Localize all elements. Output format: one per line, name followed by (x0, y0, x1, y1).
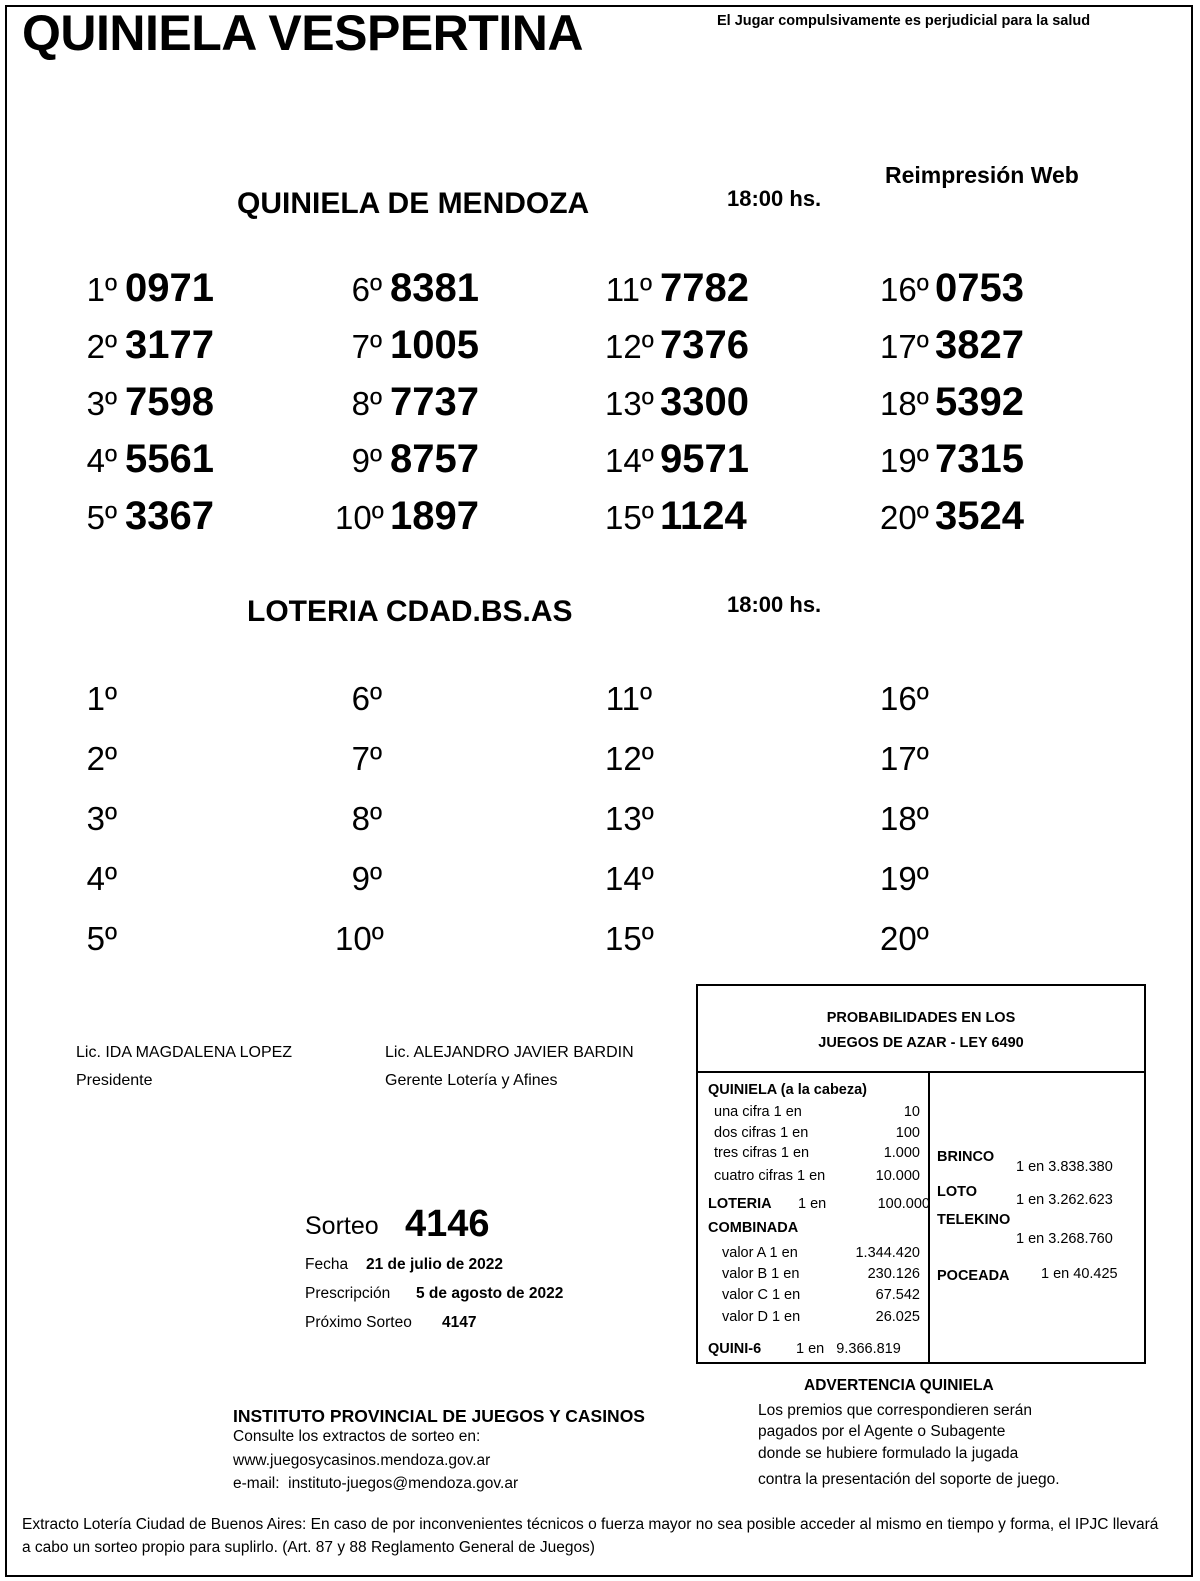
drawn-number: 1124 (660, 494, 747, 538)
position-label: 15º (605, 499, 654, 536)
institute-website[interactable]: www.juegosycasinos.mendoza.gov.ar (233, 1452, 491, 1469)
position-label: 4º (86, 442, 117, 479)
position-label: 19º (880, 860, 929, 897)
quini6-prob-label: QUINI-6 (708, 1341, 762, 1357)
position-label: 13º (605, 800, 654, 837)
draw-date: 21 de julio de 2022 (366, 1256, 503, 1273)
bsas-result-cell (880, 860, 935, 898)
drawn-number: 8381 (390, 266, 479, 310)
bsas-result-cell (880, 800, 935, 838)
bsas-result-cell (605, 860, 660, 898)
position-label: 20º (880, 920, 929, 957)
telekino-prob-value: 1 en 3.268.760 (1016, 1231, 1113, 1247)
advertencia-line: donde se hubiere formulado la jugada (758, 1445, 1019, 1462)
loteria-prob-en: 1 en (798, 1196, 827, 1212)
loteria-prob-label: LOTERIA (708, 1196, 772, 1212)
poceada-prob-value: 1 en 40.425 (1041, 1266, 1118, 1282)
combinada-prob-row-label: valor D 1 en (722, 1309, 801, 1325)
mendoza-result-cell (70, 437, 214, 482)
drawn-number: 7737 (390, 380, 479, 424)
combinada-prob-row-label: valor C 1 en (722, 1287, 801, 1303)
president-name: Lic. IDA MAGDALENA LOPEZ (76, 1044, 293, 1061)
mendoza-result-cell (880, 437, 1024, 482)
mendoza-result-cell (605, 494, 747, 539)
draw-label: Sorteo (305, 1212, 379, 1240)
poceada-prob-label: POCEADA (937, 1268, 1010, 1284)
bsas-result-cell (70, 800, 125, 838)
combinada-prob-row-value: 67.542 (875, 1287, 920, 1303)
quiniela-prob-row-label: dos cifras 1 en (714, 1125, 809, 1141)
drawn-number: 5392 (935, 380, 1024, 424)
position-label: 6º (351, 680, 382, 717)
advertencia-line: contra la presentación del soporte de juego. (758, 1471, 1060, 1488)
position-label: 7º (351, 740, 382, 777)
quini6-prob-value: 1 en 9.366.819 (796, 1341, 901, 1357)
position-label: 5º (86, 920, 117, 957)
position-label: 20º (880, 499, 929, 536)
drawn-number: 7376 (660, 323, 749, 367)
drawn-number: 3827 (935, 323, 1024, 367)
bsas-title: LOTERIA CDAD.BS.AS (247, 595, 573, 628)
mendoza-result-cell (335, 494, 479, 539)
position-label: 5º (86, 499, 117, 536)
position-label: 18º (880, 385, 929, 422)
combinada-prob-row-value: 230.126 (867, 1266, 920, 1282)
bsas-result-cell (605, 680, 660, 718)
position-label: 1º (86, 271, 117, 308)
bsas-result-cell (70, 860, 125, 898)
position-label: 12º (605, 740, 654, 777)
bsas-result-cell (70, 740, 125, 778)
mendoza-result-cell (605, 266, 749, 311)
manager-role: Gerente Lotería y Afines (385, 1072, 558, 1089)
position-label: 1º (86, 680, 117, 717)
advertencia-line: pagados por el Agente o Subagente (758, 1423, 1006, 1440)
mendoza-result-cell (70, 494, 214, 539)
quiniela-prob-row-value: 100 (895, 1125, 920, 1141)
mendoza-result-cell (605, 437, 749, 482)
quiniela-prob-label: QUINIELA (a la cabeza) (708, 1082, 868, 1098)
position-label: 9º (351, 442, 382, 479)
position-label: 15º (605, 920, 654, 957)
quiniela-prob-row-value: 1.000 (883, 1145, 920, 1161)
institute-name: INSTITUTO PROVINCIAL DE JUEGOS Y CASINOS (233, 1406, 645, 1426)
mendoza-result-cell (70, 323, 214, 368)
position-label: 12º (605, 328, 654, 365)
probabilities-title (698, 1006, 1144, 1056)
combinada-prob-row-value: 26.025 (875, 1309, 920, 1325)
drawn-number: 0753 (935, 266, 1024, 310)
position-label: 11º (605, 680, 652, 717)
position-label: 10º (335, 920, 384, 957)
combinada-prob-row-label: valor B 1 en (722, 1266, 800, 1282)
position-label: 17º (880, 328, 929, 365)
bsas-result-cell (70, 920, 125, 958)
probabilities-divider (698, 1071, 1144, 1073)
page-title: QUINIELA VESPERTINA (22, 5, 583, 61)
probabilities-box (696, 984, 1146, 1364)
mendoza-result-cell (70, 266, 214, 311)
drawn-number: 0971 (125, 266, 214, 310)
drawn-number: 3177 (125, 323, 214, 367)
loto-prob-value: 1 en 3.262.623 (1016, 1192, 1113, 1208)
president-role: Presidente (76, 1072, 153, 1089)
bsas-time: 18:00 hs. (727, 592, 822, 617)
drawn-number: 5561 (125, 437, 214, 481)
position-label: 10º (335, 499, 384, 536)
bsas-result-cell (335, 920, 390, 958)
position-label: 3º (86, 385, 117, 422)
mendoza-result-cell (880, 494, 1024, 539)
loto-prob-label: LOTO (937, 1184, 978, 1200)
date-label: Fecha (305, 1256, 349, 1273)
position-label: 6º (351, 271, 382, 308)
position-label: 11º (605, 271, 652, 308)
mendoza-result-cell (880, 266, 1024, 311)
drawn-number: 7598 (125, 380, 214, 424)
combinada-prob-row-value: 1.344.420 (855, 1245, 920, 1261)
drawn-number: 7782 (660, 266, 749, 310)
prescription-label: Prescripción (305, 1285, 391, 1302)
position-label: 16º (880, 271, 929, 308)
brinco-prob-label: BRINCO (937, 1149, 995, 1165)
reprint-label: Reimpresión Web (885, 162, 1079, 188)
drawn-number: 1897 (390, 494, 479, 538)
mendoza-time: 18:00 hs. (727, 186, 822, 211)
loteria-prob-value: 100.000 (877, 1196, 930, 1212)
institute-consult: Consulte los extractos de sorteo en: (233, 1428, 481, 1445)
bsas-result-cell (335, 740, 390, 778)
drawn-number: 3300 (660, 380, 749, 424)
bsas-result-cell (70, 680, 125, 718)
position-label: 7º (351, 328, 382, 365)
mendoza-result-cell (335, 266, 479, 311)
position-label: 14º (605, 860, 654, 897)
position-label: 2º (86, 328, 117, 365)
drawn-number: 3367 (125, 494, 214, 538)
bsas-result-cell (605, 800, 660, 838)
position-label: 8º (351, 800, 382, 837)
position-label: 9º (351, 860, 382, 897)
probabilities-column-divider (928, 1073, 930, 1362)
drawn-number: 7315 (935, 437, 1024, 481)
drawn-number: 8757 (390, 437, 479, 481)
footer-note: Extracto Lotería Ciudad de Buenos Aires: En caso de por inconvenientes técnicos o fuerza mayor no sea posible acceder al mismo en tiempo y forma, el IPJC llevará a cabo un sorteo propio para suplirlo. (Art. 87 y 88 Reglamento General de Juegos) (22, 1516, 1159, 1556)
prescription-date: 5 de agosto de 2022 (416, 1285, 564, 1302)
advertencia-line: Los premios que correspondieren serán (758, 1402, 1032, 1419)
quiniela-prob-row-value: 10.000 (875, 1168, 920, 1184)
bsas-result-cell (880, 680, 935, 718)
probabilities-title-line2: JUEGOS DE AZAR - LEY 6490 (818, 1035, 1024, 1051)
position-label: 17º (880, 740, 929, 777)
mendoza-result-cell (335, 323, 479, 368)
mendoza-result-cell (605, 380, 749, 425)
drawn-number: 3524 (935, 494, 1024, 538)
mendoza-result-cell (335, 437, 479, 482)
mendoza-result-cell (335, 380, 479, 425)
position-label: 13º (605, 385, 654, 422)
drawn-number: 9571 (660, 437, 749, 481)
position-label: 19º (880, 442, 929, 479)
mendoza-result-cell (605, 323, 749, 368)
bsas-result-cell (880, 920, 935, 958)
quiniela-prob-row-label: tres cifras 1 en (714, 1145, 810, 1161)
bsas-result-cell (335, 800, 390, 838)
position-label: 14º (605, 442, 654, 479)
advertencia-title: ADVERTENCIA QUINIELA (804, 1377, 994, 1394)
mendoza-result-cell (70, 380, 214, 425)
draw-number: 4146 (405, 1203, 490, 1245)
combinada-prob-row-label: valor A 1 en (722, 1245, 798, 1261)
telekino-prob-label: TELEKINO (937, 1212, 1011, 1228)
mendoza-title: QUINIELA DE MENDOZA (237, 187, 590, 220)
bsas-result-cell (605, 740, 660, 778)
position-label: 18º (880, 800, 929, 837)
position-label: 8º (351, 385, 382, 422)
combinada-prob-label: COMBINADA (708, 1220, 799, 1236)
quiniela-prob-row-value: 10 (903, 1104, 920, 1120)
bsas-result-cell (880, 740, 935, 778)
brinco-prob-value: 1 en 3.838.380 (1016, 1159, 1113, 1175)
bsas-result-cell (335, 680, 390, 718)
next-draw-number: 4147 (442, 1314, 477, 1331)
probabilities-title-line1: PROBABILIDADES EN LOS (826, 1010, 1016, 1026)
quiniela-prob-row-label: cuatro cifras 1 en (714, 1168, 826, 1184)
position-label: 3º (86, 800, 117, 837)
institute-email[interactable]: e-mail: instituto-juegos@mendoza.gov.ar (233, 1475, 519, 1492)
next-draw-label: Próximo Sorteo (305, 1314, 412, 1331)
health-warning: El Jugar compulsivamente es perjudicial para la salud (717, 13, 1091, 29)
drawn-number: 1005 (390, 323, 479, 367)
mendoza-result-cell (880, 380, 1024, 425)
position-label: 4º (86, 860, 117, 897)
quiniela-prob-row-label: una cifra 1 en (714, 1104, 802, 1120)
bsas-result-cell (335, 860, 390, 898)
position-label: 2º (86, 740, 117, 777)
mendoza-result-cell (880, 323, 1024, 368)
bsas-result-cell (605, 920, 660, 958)
manager-name: Lic. ALEJANDRO JAVIER BARDIN (385, 1044, 634, 1061)
position-label: 16º (880, 680, 929, 717)
